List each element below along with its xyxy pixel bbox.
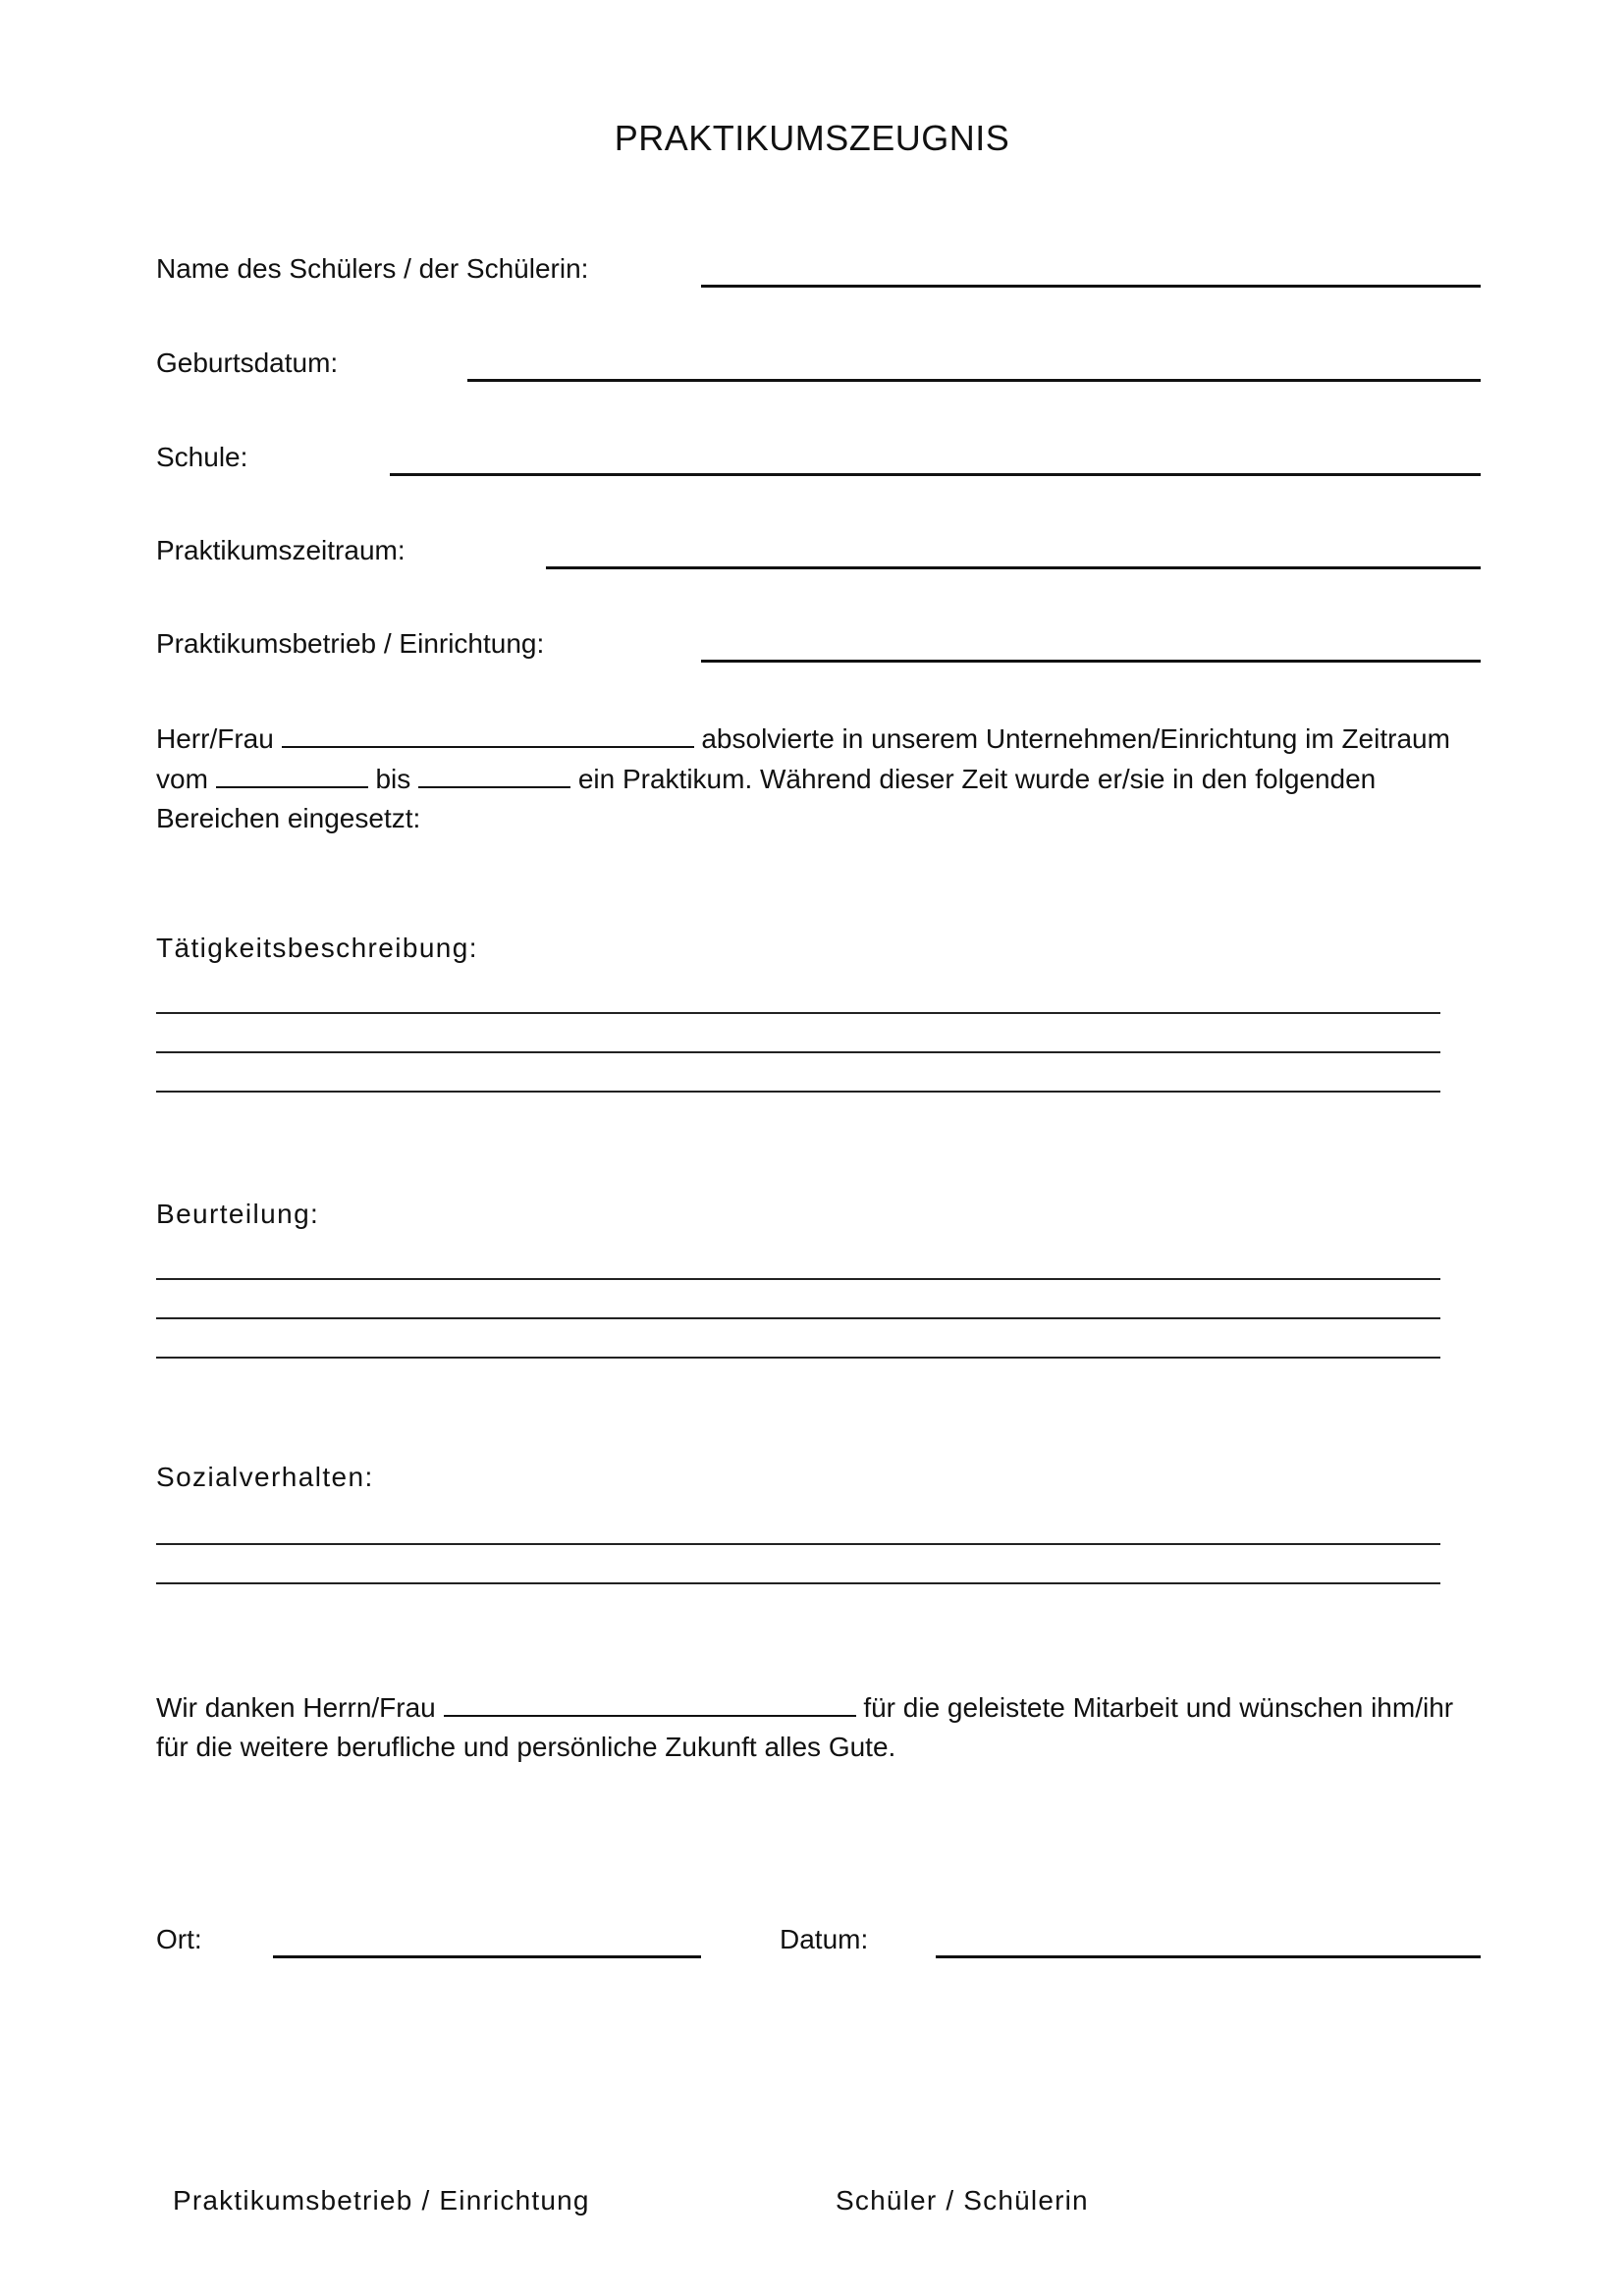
sozial-line-1[interactable] [156, 1543, 1440, 1545]
school-label: Schule: [156, 442, 248, 472]
beurteilung-line-3[interactable] [156, 1357, 1440, 1359]
datum-label: Datum: [780, 1924, 869, 1954]
ort-field[interactable] [273, 1955, 701, 1958]
intern-name-blank[interactable] [282, 719, 694, 748]
wir-danken-text: Wir danken Herrn/Frau [156, 1692, 436, 1723]
company-label: Praktikumsbetrieb / Einrichtung: [156, 628, 545, 659]
herr-frau-text: Herr/Frau [156, 723, 274, 754]
datum-field[interactable] [936, 1955, 1481, 1958]
thank-name-blank[interactable] [444, 1687, 856, 1717]
mitarbeit-text: für die geleistete Mitarbeit und wünschen ihm/ihr [863, 1692, 1454, 1723]
school-field[interactable] [390, 473, 1481, 476]
name-field[interactable] [701, 285, 1481, 288]
signature-student-label: Schüler / Schülerin [836, 2185, 1089, 2216]
birthdate-label: Geburtsdatum: [156, 347, 339, 378]
absolvierte-text: absolvierte in unserem Unternehmen/Einrichtung im Zeitraum [701, 723, 1450, 754]
closing-line-1 [156, 1687, 1482, 1728]
taetigkeit-line-2[interactable] [156, 1051, 1440, 1053]
name-label: Name des Schülers / der Schülerin: [156, 253, 589, 284]
end-date-blank[interactable] [418, 759, 570, 788]
page-title: PRAKTIKUMSZEUGNIS [614, 118, 1010, 158]
beurteilung-line-2[interactable] [156, 1317, 1440, 1319]
sozial-line-2[interactable] [156, 1582, 1440, 1584]
bis-text: bis [375, 764, 411, 794]
taetigkeit-line-3[interactable] [156, 1091, 1440, 1093]
ort-label: Ort: [156, 1924, 202, 1954]
period-label: Praktikumszeitraum: [156, 535, 406, 565]
taetigkeit-line-1[interactable] [156, 1012, 1440, 1014]
intro-line-2 [156, 759, 1482, 799]
taetigkeit-heading: Tätigkeitsbeschreibung: [156, 933, 478, 963]
closing-paragraph [156, 1687, 1482, 1767]
closing-line-2: für die weitere berufliche und persönliche Zukunft alles Gute. [156, 1732, 896, 1762]
intro-line-3: Bereichen eingesetzt: [156, 803, 421, 833]
start-date-blank[interactable] [216, 759, 368, 788]
sozial-heading: Sozialverhalten: [156, 1462, 374, 1492]
beurteilung-line-1[interactable] [156, 1278, 1440, 1280]
beurteilung-heading: Beurteilung: [156, 1199, 320, 1229]
intro-line-1 [156, 719, 1482, 759]
intro-paragraph [156, 719, 1482, 838]
company-field[interactable] [701, 660, 1481, 663]
birthdate-field[interactable] [467, 379, 1481, 382]
vom-text: vom [156, 764, 208, 794]
period-field[interactable] [546, 566, 1481, 569]
praktikum-text: ein Praktikum. Während dieser Zeit wurde er/sie in den folgenden [577, 764, 1377, 794]
signature-company-label: Praktikumsbetrieb / Einrichtung [173, 2185, 590, 2216]
